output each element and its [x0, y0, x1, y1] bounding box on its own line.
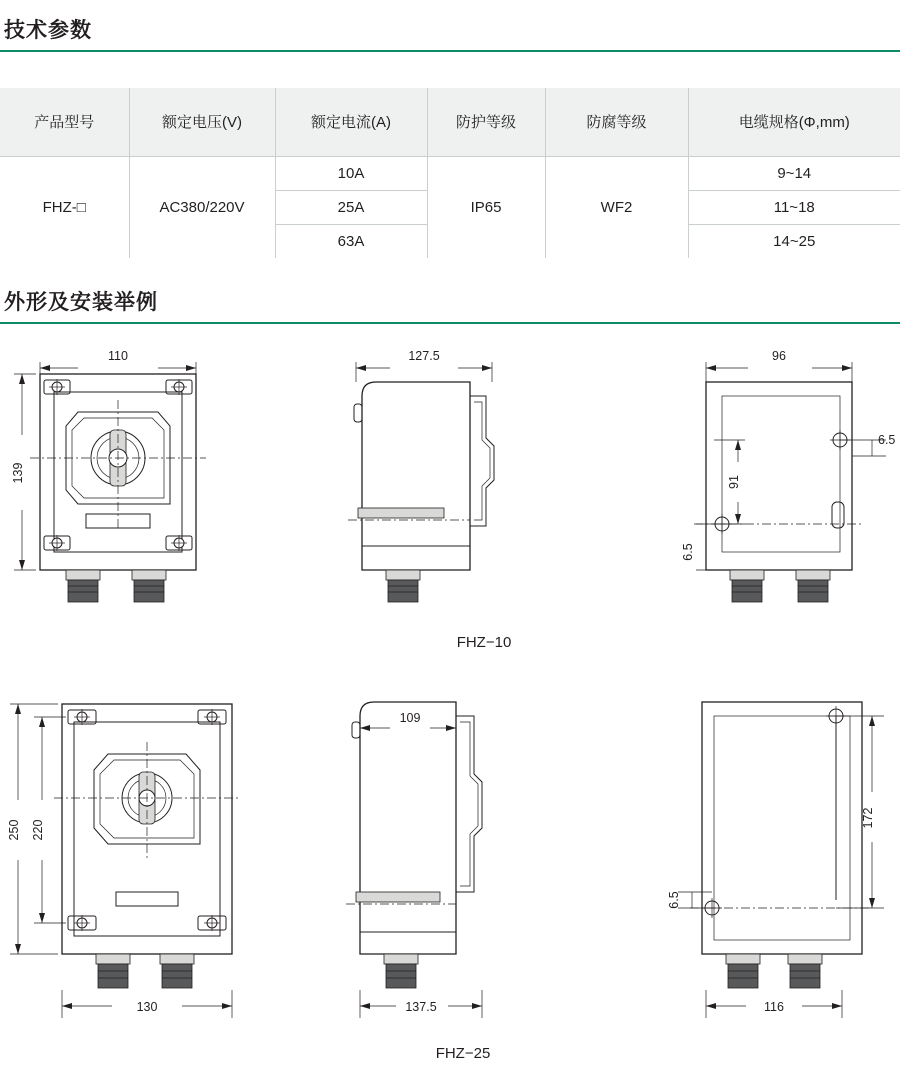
caption-fhz25: FHZ−25 — [435, 1045, 491, 1062]
dim-fhz10-back-height: 91 — [727, 475, 741, 489]
dim-fhz25-side-width-bottom: 137.5 — [405, 1000, 437, 1014]
cell-cable-2: 11~18 — [688, 190, 900, 224]
cell-voltage: AC380/220V — [129, 156, 275, 258]
cell-cable-1: 9~14 — [688, 156, 900, 190]
fhz10-side-cable-glands — [386, 570, 420, 602]
fhz25-side-cable-glands — [384, 954, 418, 988]
outline-section-title: 外形及安装举例 — [4, 291, 158, 314]
dim-fhz10-front-width: 110 — [108, 349, 128, 363]
dim-fhz25-side-width-top: 109 — [399, 711, 421, 725]
caption-fhz10: FHZ−10 — [456, 634, 512, 651]
dim-fhz25-front-height-outer: 250 — [7, 819, 21, 841]
fhz25-back-view — [667, 702, 884, 1018]
outline-section-header — [0, 286, 900, 324]
fhz25-front-cable-glands — [96, 954, 194, 988]
dim-fhz25-back-offset: 6.5 — [667, 891, 681, 909]
col-header-model: 产品型号 — [0, 88, 129, 156]
col-header-protection: 防护等级 — [427, 88, 545, 156]
spec-section-divider — [0, 50, 900, 52]
drawings-area — [0, 330, 900, 1073]
fhz10-front-cable-glands — [66, 570, 166, 602]
cell-current-3: 63A — [275, 224, 427, 258]
table-row — [0, 156, 900, 190]
dim-fhz10-side-width: 127.5 — [408, 349, 440, 363]
drawings-svg — [0, 330, 900, 1073]
cell-current-1: 10A — [275, 156, 427, 190]
fhz25-back-cable-glands — [726, 954, 822, 988]
dim-fhz25-back-height: 172 — [861, 807, 875, 829]
dim-fhz25-front-height-inner: 220 — [31, 819, 45, 841]
spec-table — [0, 88, 900, 258]
outline-section-divider — [0, 322, 900, 324]
col-header-corrosion: 防腐等级 — [545, 88, 688, 156]
dim-fhz10-back-offset-bottom: 6.5 — [681, 543, 695, 561]
fhz10-back-cable-glands — [730, 570, 830, 602]
col-header-cable: 电缆规格(Φ,mm) — [688, 88, 900, 156]
dim-fhz10-back-width: 96 — [772, 349, 786, 363]
dim-fhz25-back-width: 116 — [764, 1000, 784, 1014]
fhz25-front-view — [7, 704, 240, 1018]
fhz10-front-view — [11, 349, 206, 602]
cell-cable-3: 14~25 — [773, 232, 816, 250]
dim-fhz25-front-width: 130 — [136, 1000, 158, 1014]
cell-corrosion: WF2 — [545, 156, 688, 258]
dim-fhz10-back-offset-right: 6.5 — [878, 433, 896, 447]
col-header-current: 额定电流(A) — [275, 88, 427, 156]
col-header-voltage: 额定电压(V) — [129, 88, 275, 156]
fhz25-side-view — [346, 702, 482, 1018]
cell-current-2: 25A — [275, 190, 427, 224]
cell-model: FHZ-□ — [0, 156, 129, 258]
spec-section-header — [0, 14, 900, 52]
spec-section-title: 技术参数 — [4, 19, 92, 42]
table-header-row — [0, 88, 900, 156]
fhz10-back-view — [681, 349, 895, 602]
cell-protection: IP65 — [427, 156, 545, 258]
fhz10-side-view — [348, 349, 494, 602]
dim-fhz10-front-height: 139 — [11, 462, 25, 484]
